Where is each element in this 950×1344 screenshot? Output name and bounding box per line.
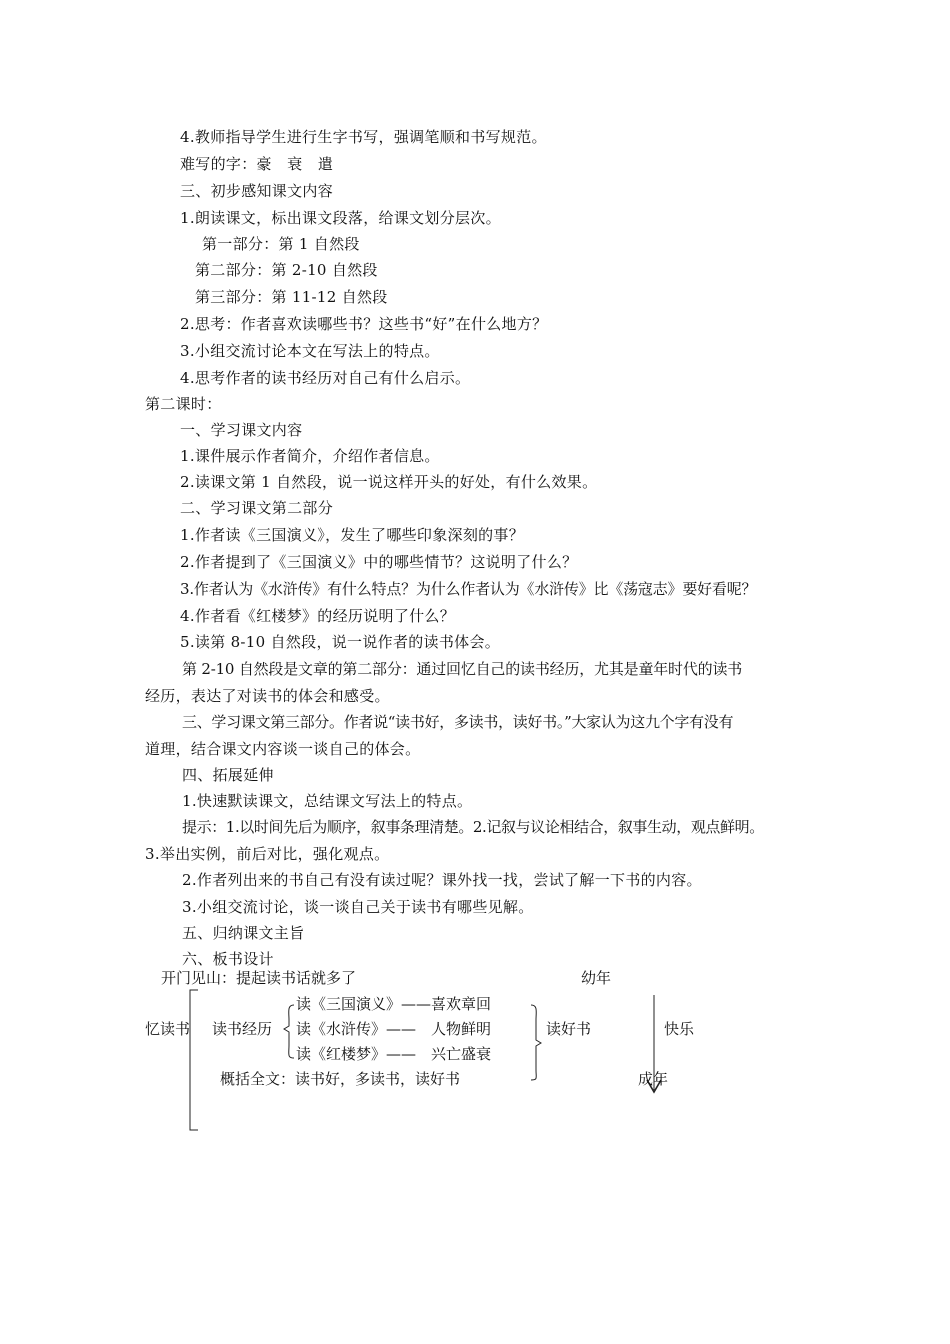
text-line-8: 2.思考：作者喜欢读哪些书？这些书“好”在什么地方？ [180, 315, 548, 333]
text-line-13: 1.课件展示作者简介，介绍作者信息。 [180, 447, 440, 465]
text-line-21: 第 2-10 自然段是文章的第二部分：通过回忆自己的读书经历，尤其是童年时代的读书 [182, 660, 743, 678]
text-line-10: 4.思考作者的读书经历对自己有什么启示。 [180, 369, 471, 387]
text-line-31: 五、归纳课文主旨 [182, 924, 305, 942]
main-bracket [190, 990, 198, 1130]
section-heading-lesson-2: 第二课时： [145, 395, 222, 413]
text-line-2: 难写的字：豪 衰 遣 [180, 155, 334, 173]
board-read-good: 读好书 [546, 1020, 592, 1038]
text-line-7: 第三部分：第 11-12 自然段 [195, 288, 388, 306]
board-title: 忆读书 [145, 1020, 191, 1038]
text-line-18: 3.作者认为《水浒传》有什么特点？为什么作者认为《水浒传》比《荡寇志》要好看呢？ [180, 580, 757, 598]
text-line-20: 5.读第 8-10 自然段，说一说作者的读书体会。 [180, 633, 501, 651]
board-book-1: 读《三国演义》——喜欢章回 [296, 995, 492, 1013]
text-line-28: 3.举出实例，前后对比，强化观点。 [145, 845, 390, 863]
text-line-16: 1.作者读《三国演义》，发生了哪些印象深刻的事？ [180, 526, 525, 544]
text-line-12: 一、学习课文内容 [180, 421, 303, 439]
board-happy: 快乐 [664, 1020, 695, 1038]
books-bracket [284, 1005, 294, 1058]
text-line-19: 4.作者看《红楼梦》的经历说明了什么？ [180, 607, 456, 625]
text-line-24: 道理，结合课文内容谈一谈自己的体会。 [145, 740, 421, 758]
text-line-9: 3.小组交流讨论本文在写法上的特点。 [180, 342, 440, 360]
text-line-25: 四、拓展延伸 [182, 766, 274, 784]
text-line-23: 三、学习课文第三部分。作者说“读书好，多读书，读好书。”大家认为这九个字有没有 [182, 713, 734, 731]
text-line-29: 2.作者列出来的书自己有没有读过呢？课外找一找，尝试了解一下书的内容。 [182, 871, 702, 889]
right-bracket [531, 1005, 541, 1080]
text-line-27: 提示：1.以时间先后为顺序，叙事条理清楚。2.记叙与议论相结合，叙事生动，观点鲜明。 [182, 818, 764, 836]
text-line-5: 第一部分：第 1 自然段 [202, 235, 360, 253]
board-youth: 幼年 [581, 969, 612, 987]
board-adult: 成年 [638, 1070, 669, 1088]
text-line-1: 4.教师指导学生进行生字书写，强调笔顺和书写规范。 [180, 128, 547, 146]
text-line-14: 2.读课文第 1 自然段，说一说这样开头的好处，有什么效果。 [180, 473, 598, 491]
text-line-17: 2.作者提到了《三国演义》中的哪些情节？这说明了什么？ [180, 553, 578, 571]
text-line-26: 1.快速默读课文，总结课文写法上的特点。 [182, 792, 473, 810]
board-summary: 概括全文：读书好，多读书，读好书 [220, 1070, 461, 1088]
text-line-22: 经历，表达了对读书的体会和感受。 [145, 687, 390, 705]
board-experience: 读书经历 [212, 1020, 273, 1038]
text-line-32: 六、板书设计 [182, 950, 274, 968]
text-line-15: 二、学习课文第二部分 [180, 499, 334, 517]
text-line-4: 1.朗读课文，标出课文段落，给课文划分层次。 [180, 209, 501, 227]
board-book-3: 读《红楼梦》—— 兴亡盛衰 [296, 1045, 492, 1063]
text-line-3: 三、初步感知课文内容 [180, 182, 334, 200]
board-opening: 开门见山：提起读书话就多了 [161, 969, 357, 987]
text-line-30: 3.小组交流讨论，谈一谈自己关于读书有哪些见解。 [182, 898, 534, 916]
text-line-6: 第二部分：第 2-10 自然段 [195, 261, 378, 279]
board-book-2: 读《水浒传》—— 人物鲜明 [296, 1020, 492, 1038]
